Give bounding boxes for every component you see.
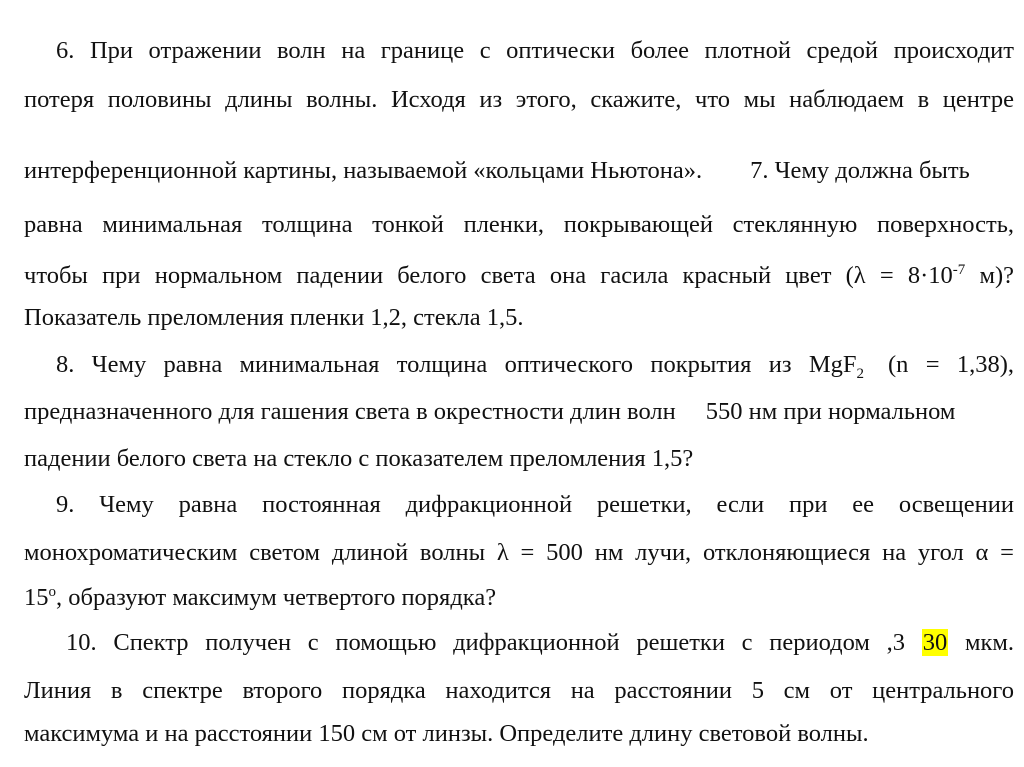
p7-exponent: -7 — [952, 261, 966, 278]
p9-degree: o — [48, 583, 56, 600]
p10-line-1a: 10. Спектр получен с помощью дифракционной решетки с периодом ,3 — [66, 629, 905, 656]
p10-line-3: максимума и на расстоянии 150 см от линзы. Определите длину световой волны. — [24, 720, 869, 747]
p8-subscript: 2 — [856, 365, 864, 382]
p6-7-line-3 — [24, 156, 1014, 186]
p9-line-2: монохроматическим светом длиной волны λ = 500 нм лучи, отклоняющиеся на угол α = — [24, 539, 1014, 566]
p8-line-2 — [24, 397, 1014, 427]
p10-line-2: Линия в спектре второго порядка находится на расстоянии 5 см от центрального — [24, 677, 1014, 704]
p8-line-1a: 8. Чему равна минимальная толщина оптического покрытия из MgF — [56, 351, 857, 378]
p9-line-3 — [24, 583, 1014, 613]
p8-line-1b: (n = 1,38), — [887, 351, 1014, 378]
p9-line-1: 9. Чему равна постоянная дифракционной решетки, если при ее освещении — [56, 491, 1014, 518]
p10-highlighted-value: 30 — [922, 629, 948, 656]
p6-line-2: потеря половины длины волны. Исходя из этого, скажите, что мы наблюдаем в центре — [24, 86, 1014, 113]
p7-line-4: Показатель преломления пленки 1,2, стекла 1,5. — [24, 304, 524, 331]
p7-line-3 — [24, 261, 1014, 291]
p7-line-3a: чтобы при нормальном падении белого света она гасила красный цвет (λ = 8·10 — [24, 262, 953, 289]
p8-line-2a: предназначенного для гашения света в окрестности длин волн — [24, 398, 676, 425]
p6-line-3: интерференционной картины, называемой «кольцами Ньютона». — [24, 157, 703, 184]
p7-line-1: 7. Чему должна быть — [750, 157, 970, 184]
p8-line-1 — [56, 350, 1014, 380]
p9-line-3b: , образуют максимум четвертого порядка? — [56, 584, 497, 611]
p7-line-2: равна минимальная толщина тонкой пленки, покрывающей стеклянную поверхность, — [24, 211, 1014, 238]
p8-line-3: падении белого света на стекло с показателем преломления 1,5? — [24, 445, 694, 472]
p10-line-1 — [66, 628, 1014, 658]
p10-line-1b: мкм. — [964, 629, 1015, 656]
p8-line-2b: 550 нм при нормальном — [705, 398, 956, 425]
p7-line-3b: м)? — [965, 262, 1014, 289]
p6-line-1: 6. При отражении волн на границе с оптически более плотной средой происходит — [56, 37, 1014, 64]
p9-line-3a: 15 — [24, 584, 49, 611]
